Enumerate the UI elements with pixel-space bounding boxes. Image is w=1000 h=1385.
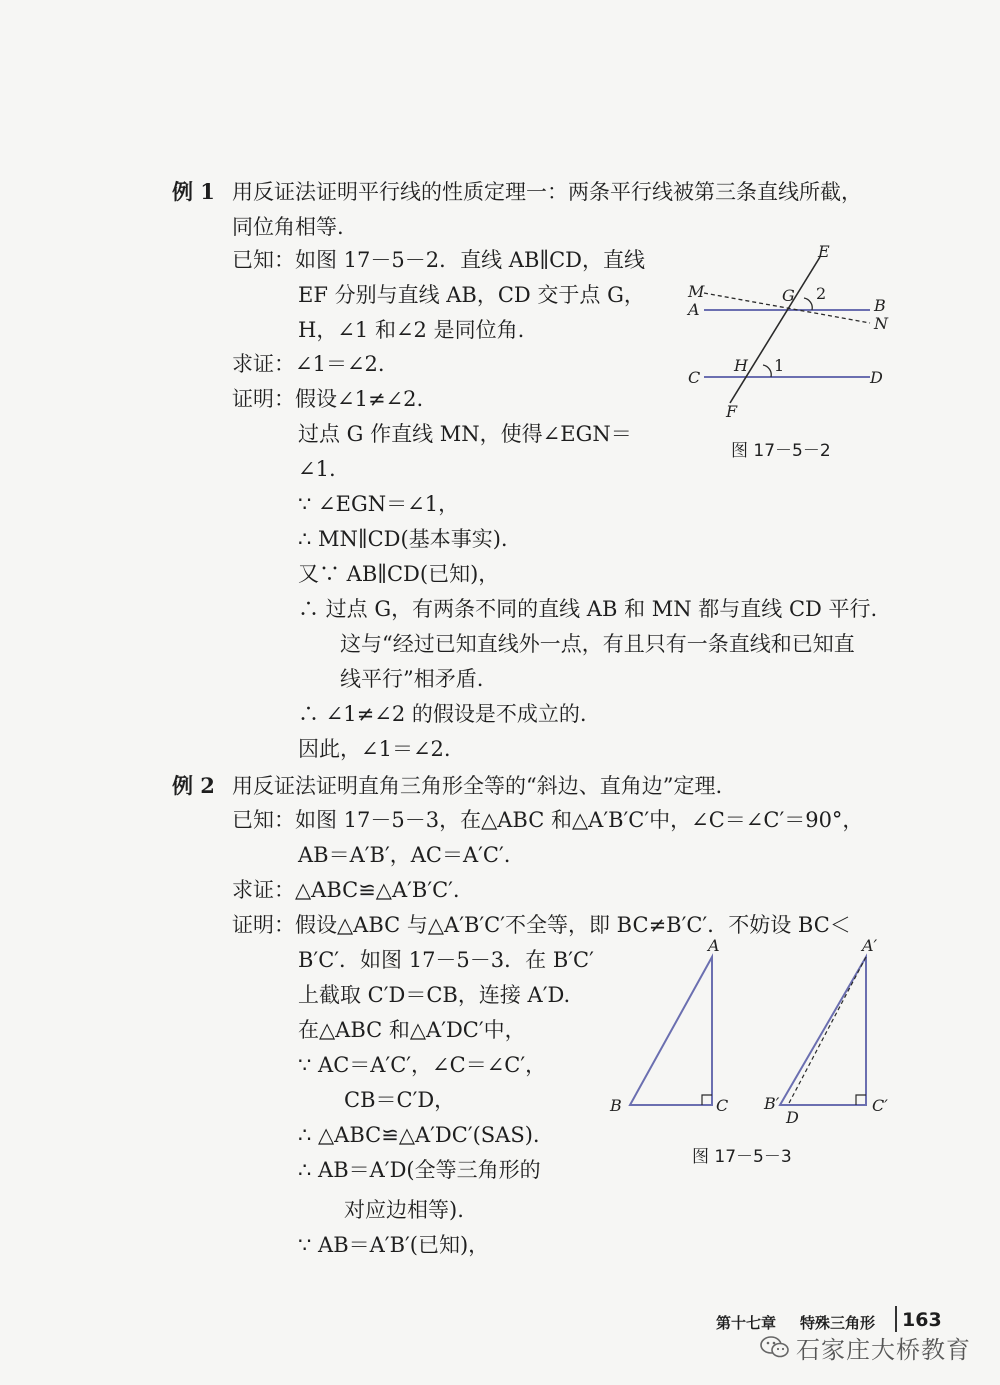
example-1-given-cont: EF 分别与直线 AB，CD 交于点 G， (298, 283, 645, 307)
wechat-icon (760, 1334, 790, 1360)
proof-line: 又∵ AB∥CD(已知)， (298, 562, 500, 586)
label-d: D (786, 1108, 799, 1127)
example-2-given-cont: AB＝A′B′，AC＝A′C′. (298, 843, 511, 867)
label-2: 2 (816, 284, 827, 303)
proof-line: ∴ MN∥CD(基本事实). (298, 527, 508, 551)
label-c: C (688, 368, 701, 387)
angle-2-arc (804, 298, 812, 310)
label-1: 1 (774, 356, 785, 375)
proof-conclusion: 因此，∠1＝∠2. (298, 737, 451, 761)
example-1-proof-start: 证明：假设∠1≠∠2. (232, 387, 424, 411)
figure-17-5-2 (680, 235, 900, 435)
example-1-prove: 求证：∠1＝∠2. (232, 352, 385, 376)
chapter-title: 特殊三角形 (800, 1314, 876, 1332)
segment-a2d (788, 957, 866, 1105)
proof-line: 这与“经过已知直线外一点，有且只有一条直线和已知直 (340, 632, 855, 656)
label-b: B (610, 1096, 622, 1115)
proof-line: B′C′．如图 17－5－3．在 B′C′ (298, 948, 594, 972)
triangle-a2b2c2 (780, 957, 866, 1105)
watermark-text: 石家庄大桥教育 (796, 1335, 971, 1364)
label-c: C (716, 1096, 729, 1115)
label-d: D (870, 368, 883, 387)
proof-line: 线平行”相矛盾. (340, 667, 484, 691)
example-1-given: 已知：如图 17－5－2．直线 AB∥CD，直线 (232, 248, 645, 272)
label-f: F (726, 402, 738, 421)
proof-line: ∵ AC＝A′C′，∠C＝∠C′， (298, 1053, 547, 1077)
angle-1-arc (763, 365, 771, 377)
label-e: E (818, 242, 830, 261)
right-angle-c (702, 1095, 712, 1105)
figure-caption-1: 图 17－5－2 (731, 441, 831, 461)
right-angle-c2 (856, 1095, 866, 1105)
footer-divider (895, 1306, 897, 1332)
triangle-abc (630, 957, 712, 1105)
example-2-proof-start: 证明：假设△ABC 与△A′B′C′不全等，即 BC≠B′C′．不妨设 BC＜ (232, 913, 851, 937)
watermark (760, 1330, 971, 1364)
example-1-statement-cont: 同位角相等. (232, 215, 344, 239)
label-c-prime: C′ (872, 1096, 888, 1115)
proof-line: ∴ AB＝A′D(全等三角形的 (298, 1158, 541, 1182)
figure-caption-2: 图 17－5－3 (692, 1147, 792, 1167)
label-h: H (734, 356, 748, 375)
example-2-given: 已知：如图 17－5－3，在△ABC 和△A′B′C′中，∠C＝∠C′＝90°， (232, 808, 864, 832)
label-m: M (688, 282, 705, 301)
label-g: G (782, 286, 795, 305)
proof-line: 上截取 C′D＝CB，连接 A′D. (298, 983, 571, 1007)
example-1-given-cont2: H，∠1 和∠2 是同位角. (298, 318, 525, 342)
label-b: B (874, 296, 886, 315)
proof-line: ∴ 过点 G，有两条不同的直线 AB 和 MN 都与直线 CD 平行. (298, 597, 878, 621)
label-b-prime: B′ (764, 1094, 780, 1113)
label-a: A (688, 300, 700, 319)
example-2-label: 例 2 (172, 773, 215, 798)
figure-17-5-3 (600, 935, 910, 1125)
proof-line: 对应边相等). (344, 1198, 464, 1222)
proof-line: ∴ △ABC≌△A′DC′(SAS). (298, 1123, 540, 1147)
label-a-prime: A′ (862, 936, 878, 955)
proof-line: CB＝C′D， (344, 1088, 456, 1112)
proof-line: ∴ ∠1≠∠2 的假设是不成立的. (298, 702, 587, 726)
label-a: A (708, 936, 720, 955)
example-2-prove: 求证：△ABC≌△A′B′C′. (232, 878, 460, 902)
proof-line: ∵ AB＝A′B′(已知)， (298, 1233, 490, 1257)
proof-line: ∠1. (298, 457, 336, 481)
proof-line: ∵ ∠EGN＝∠1， (298, 492, 460, 516)
example-1-label: 例 1 (172, 179, 215, 204)
page-number: 163 (902, 1309, 942, 1331)
label-n: N (874, 314, 888, 333)
example-2-statement: 用反证法证明直角三角形全等的“斜边、直角边”定理. (232, 774, 723, 798)
line-ef (730, 257, 820, 403)
proof-line: 过点 G 作直线 MN，使得∠EGN＝ (298, 422, 632, 446)
chapter-label: 第十七章 (716, 1314, 777, 1332)
example-1-statement: 用反证法证明平行线的性质定理一：两条平行线被第三条直线所截， (232, 180, 862, 204)
proof-line: 在△ABC 和△A′DC′中， (298, 1018, 526, 1042)
